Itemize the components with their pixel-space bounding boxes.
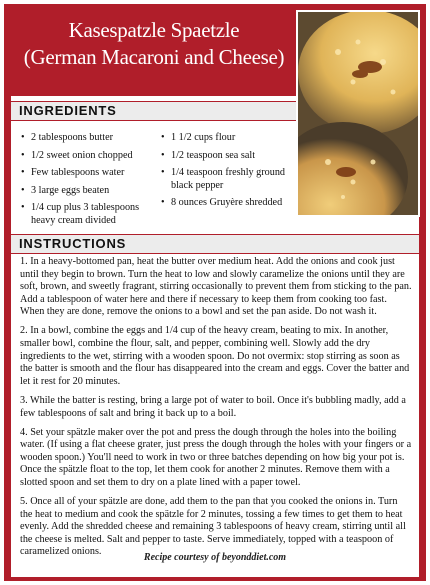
bullet: • bbox=[21, 167, 25, 178]
mac-and-cheese-image bbox=[298, 12, 418, 215]
list-item bbox=[21, 132, 159, 145]
list-item bbox=[21, 202, 159, 227]
instruction-step: 2. In a bowl, combine the eggs and 1/4 cup of the heavy cream, beating to mix. In another, smaller bowl, combine the flour, salt, and pepper, combining well. Slowly add the dry ingredients to the wet, stirring with a wooden spoon. Do not overmix: stop stirring as soon as the batter is smooth and the flour has disappeared into the cream and eggs. Cover the batter and let it rest for 20 minutes. bbox=[20, 325, 410, 387]
ingredient-text: 2 tablespoons butter bbox=[31, 132, 114, 143]
recipe-credit: Recipe courtesy of beyonddiet.com bbox=[143, 552, 287, 563]
list-item bbox=[161, 132, 291, 145]
bullet: • bbox=[161, 149, 165, 161]
ingredient-text: 1/2 sweet onion chopped bbox=[31, 149, 133, 161]
ingredient-text: 8 ounces Gruyère shredded bbox=[171, 197, 283, 208]
bullet: • bbox=[161, 197, 165, 208]
list-item bbox=[161, 150, 291, 163]
list-item bbox=[161, 167, 291, 192]
bullet: • bbox=[161, 132, 165, 143]
instruction-step: 4. Set your spätzle maker over the pot and press the dough through the holes into the boiling water. (If using a flat cheese grater, just press the dough through the holes with your fingers or a wooden spoon.) You'll need to work in two or three batches depending on how big your pot is. Once the spätzle float to the top, let them cook for another 2 minutes. Remove them with a slotted spoon and set them to dry on a plate lined with a paper towel. bbox=[20, 426, 412, 488]
ingredient-text: 1 1/2 cups flour bbox=[171, 132, 236, 143]
title-line-2: (German Macaroni and Cheese) bbox=[23, 45, 285, 69]
bullet: • bbox=[21, 184, 25, 196]
instruction-step: 1. In a heavy-bottomed pan, heat the butter over medium heat. Add the onions and cook just until they begin to brown. Turn the heat to low and slowly caramelize the onions until they are soft, brown, and sweetly fragrant, stirring occasionally to prevent them from sticking to the pan. Add a tablespoon of water here and there if necessary to keep them from cooking too fast. When they are done, remove the onions to a bowl and set the pan aside. Do not wash it. bbox=[20, 256, 412, 318]
ingredient-text: 1/2 teaspoon sea salt bbox=[171, 149, 256, 161]
instructions-heading: INSTRUCTIONS bbox=[11, 234, 419, 254]
recipe-card bbox=[4, 4, 426, 581]
bullet: • bbox=[21, 132, 25, 143]
ingredient-text: 3 large eggs beaten bbox=[31, 184, 110, 196]
food-photo bbox=[296, 10, 420, 217]
list-item bbox=[21, 185, 159, 198]
bullet: • bbox=[21, 149, 25, 161]
instruction-step: 5. Once all of your spätzle are done, add them to the pan that you cooked the onions in. Turn the heat to medium and cook the spätzle for 2 minutes, tossing a few times to get them to heat evenly. Add the shredded cheese and remaining 3 tablespoons of heavy cream, stirring until all the cheese is melted. Salt and pepper to taste. Serve immediately, topped with a teaspoon of caramelized onions. bbox=[20, 496, 406, 558]
list-item bbox=[21, 150, 159, 163]
ingredient-text: 1/4 teaspoon freshly ground black pepper bbox=[171, 167, 286, 191]
ingredients-heading: INGREDIENTS bbox=[11, 101, 419, 121]
ingredient-text: Few tablespoons water bbox=[31, 167, 125, 178]
instructions-body bbox=[20, 256, 412, 566]
list-item bbox=[161, 197, 291, 210]
ingredient-text: 1/4 cup plus 3 tablespoons heavy cream divided bbox=[31, 202, 140, 226]
instruction-step: 3. While the batter is resting, bring a large pot of water to boil. Once it's bubbling madly, add a few tablespoons of salt and bring it back up to a boil. bbox=[20, 394, 406, 419]
bullet: • bbox=[161, 167, 165, 178]
ingredients-list-right bbox=[161, 132, 291, 215]
recipe-title bbox=[4, 17, 304, 71]
title-line-1: Kasespatzle Spaetzle bbox=[68, 18, 240, 42]
bullet: • bbox=[21, 202, 25, 213]
list-item bbox=[21, 167, 159, 180]
ingredients-list-left bbox=[21, 132, 159, 232]
